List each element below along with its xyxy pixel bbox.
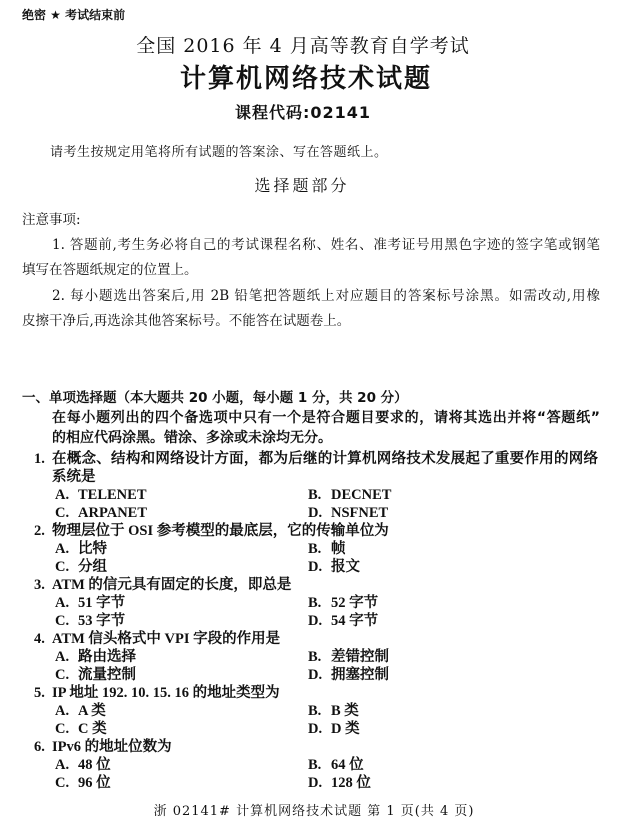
option-label: D.: [308, 775, 323, 791]
option-text: 报文: [331, 559, 360, 575]
note-item-line: 填写在答题纸规定的位置上。: [22, 262, 198, 278]
option-text: TELENET: [78, 487, 147, 503]
option-b: [308, 702, 359, 720]
section-instruction-line: 的相应代码涂黑。错涂、多涂或未涂均无分。: [52, 430, 332, 446]
option-label: A.: [55, 703, 70, 719]
option-a: [55, 540, 107, 558]
option-d: [308, 612, 378, 630]
option-label: C.: [55, 505, 70, 521]
option-text: 54 字节: [331, 613, 379, 629]
option-c: [55, 774, 111, 792]
option-text: C 类: [78, 721, 107, 737]
question-number: 6.: [34, 739, 45, 755]
option-label: A.: [55, 487, 70, 503]
question-stem: 系统是: [52, 469, 96, 485]
option-text: B 类: [331, 703, 359, 719]
option-label: B.: [308, 703, 322, 719]
option-text: DECNET: [331, 487, 392, 503]
option-label: A.: [55, 595, 70, 611]
question-number: 2.: [34, 523, 45, 539]
question-number: 1.: [34, 451, 45, 467]
option-label: A.: [55, 541, 70, 557]
option-d: [308, 720, 360, 738]
option-c: [55, 720, 107, 738]
option-text: 拥塞控制: [331, 667, 389, 683]
option-b: [308, 648, 389, 666]
question-stem: ATM 信头格式中 VPI 字段的作用是: [52, 631, 281, 647]
option-text: 128 位: [331, 775, 371, 791]
option-a: [55, 648, 136, 666]
option-label: D.: [308, 721, 323, 737]
option-label: D.: [308, 505, 323, 521]
option-text: 路由选择: [78, 649, 136, 665]
question-number: 4.: [34, 631, 45, 647]
question-stem: ATM 的信元具有固定的长度，即总是: [52, 577, 292, 593]
course-code: 课程代码:02141: [234, 103, 372, 122]
option-text: 64 位: [331, 757, 364, 773]
option-text: 53 字节: [78, 613, 126, 629]
option-c: [55, 666, 136, 684]
option-label: B.: [308, 595, 322, 611]
section-heading: 一、单项选择题（本大题共 20 小题，每小题 1 分，共 20 分）: [22, 390, 408, 406]
option-label: C.: [55, 775, 70, 791]
question-stem: 物理层位于 OSI 参考模型的最底层，它的传输单位为: [52, 523, 389, 539]
note-item-line: 2. 每小题选出答案后,用 2B 铅笔把答题纸上对应题目的答案标号涂黑。如需改动,用橡: [52, 288, 600, 304]
option-text: 96 位: [78, 775, 111, 791]
option-label: D.: [308, 667, 323, 683]
option-b: [308, 486, 391, 504]
option-label: B.: [308, 487, 322, 503]
exam-title: 全国 2016 年 4 月高等教育自学考试: [136, 35, 470, 57]
option-d: [308, 774, 371, 792]
option-a: [55, 486, 147, 504]
note-item-line: 1. 答题前,考生务必将自己的考试课程名称、姓名、准考证号用黑色字迹的签字笔或钢笔: [52, 237, 600, 253]
part-title: 选择题部分: [254, 176, 350, 195]
option-label: D.: [308, 613, 323, 629]
question-stem: IPv6 的地址位数为: [52, 739, 172, 755]
option-label: C.: [55, 721, 70, 737]
confidential-mark: 绝密 ★ 考试结束前: [22, 8, 126, 22]
option-text: NSFNET: [331, 505, 389, 521]
option-label: D.: [308, 559, 323, 575]
option-label: C.: [55, 559, 70, 575]
option-label: A.: [55, 757, 70, 773]
question-number: 5.: [34, 685, 45, 701]
question-number: 3.: [34, 577, 45, 593]
option-c: [55, 612, 125, 630]
page-footer: 浙 02141# 计算机网络技术试题 第 1 页(共 4 页): [153, 804, 475, 819]
option-d: [308, 504, 388, 522]
option-text: 分组: [78, 559, 107, 575]
option-text: 52 字节: [331, 595, 379, 611]
question-stem: 在概念、结构和网络设计方面，都为后继的计算机网络技术发展起了重要作用的网络: [52, 451, 598, 467]
option-a: [55, 702, 106, 720]
option-label: C.: [55, 667, 70, 683]
question-stem: IP 地址 192. 10. 15. 16 的地址类型为: [52, 685, 280, 701]
option-b: [308, 756, 364, 774]
option-text: 51 字节: [78, 595, 126, 611]
option-text: A 类: [78, 703, 106, 719]
note-item-line: 皮擦干净后,再选涂其他答案标号。不能答在试题卷上。: [22, 313, 351, 329]
paper-title: 计算机网络技术试题: [179, 64, 432, 94]
option-d: [308, 558, 360, 576]
option-a: [55, 756, 111, 774]
option-text: ARPANET: [78, 505, 148, 521]
option-label: B.: [308, 541, 322, 557]
option-text: 48 位: [78, 757, 111, 773]
option-text: 比特: [78, 541, 107, 557]
option-label: C.: [55, 613, 70, 629]
option-d: [308, 666, 389, 684]
option-label: B.: [308, 757, 322, 773]
option-a: [55, 594, 125, 612]
option-c: [55, 558, 107, 576]
notes-heading: 注意事项:: [22, 212, 81, 228]
option-text: 差错控制: [331, 649, 389, 665]
option-b: [308, 594, 378, 612]
option-text: 帧: [331, 541, 346, 557]
option-label: A.: [55, 649, 70, 665]
option-text: D 类: [331, 721, 360, 737]
option-text: 流量控制: [78, 667, 136, 683]
option-c: [55, 504, 147, 522]
option-b: [308, 540, 346, 558]
answer-instruction: 请考生按规定用笔将所有试题的答案涂、写在答题纸上。: [50, 145, 388, 160]
section-instruction-line: 在每小题列出的四个备选项中只有一个是符合题目要求的，请将其选出并将“答题纸”: [52, 410, 600, 426]
option-label: B.: [308, 649, 322, 665]
